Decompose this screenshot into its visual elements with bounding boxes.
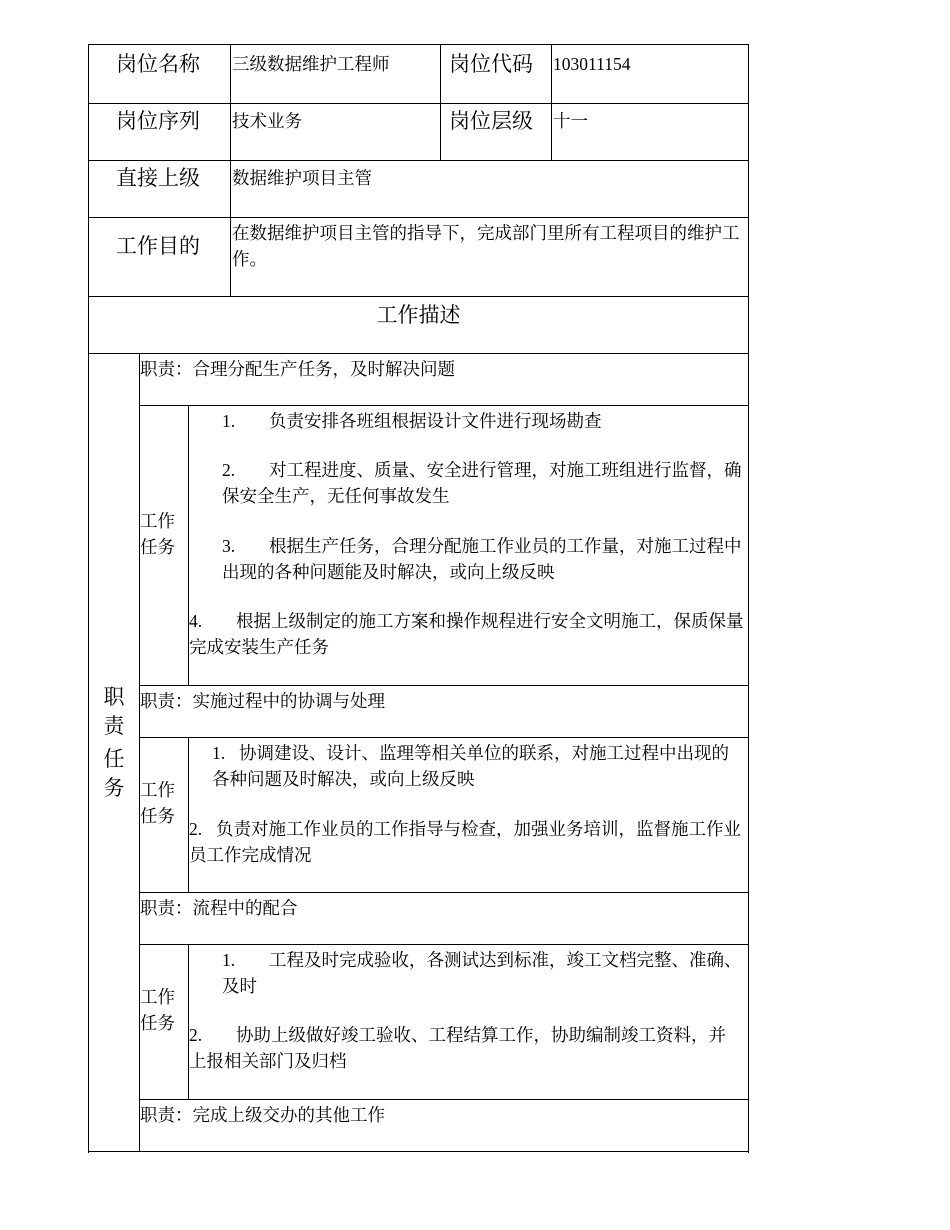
list-item-number: 4. <box>189 611 203 631</box>
list-item-number: 2. <box>189 1025 203 1045</box>
duty-title: 职责：完成上级交办的其他工作 <box>140 1105 385 1125</box>
list-item <box>222 947 742 999</box>
list-item-number: 1. <box>222 950 236 970</box>
row-divider <box>139 944 749 945</box>
list-item <box>222 533 744 585</box>
row-divider <box>88 103 749 104</box>
row-divider <box>88 296 749 297</box>
list-item-number: 3. <box>222 536 236 556</box>
duties-label-char: 责 <box>103 714 125 738</box>
task-label <box>140 777 180 829</box>
duties-label-char: 任 <box>103 747 125 771</box>
position-name-label: 岗位名称 <box>116 52 200 76</box>
col-divider <box>551 44 552 161</box>
table-border-left <box>88 44 89 1153</box>
superior-value: 数据维护项目主管 <box>232 168 372 188</box>
list-item-text: 根据生产任务，合理分配施工作业员的工作量，对施工过程中出现的各种问题能及时解决，或向上级反映 <box>222 536 742 582</box>
task-label-line: 任务 <box>140 1013 175 1033</box>
list-item-number: 1. <box>222 411 236 431</box>
task-label-line: 工作 <box>140 511 175 531</box>
level-value: 十一 <box>553 111 588 131</box>
row-divider <box>139 405 749 406</box>
task-label <box>140 984 180 1036</box>
task-label-line: 工作 <box>140 780 175 800</box>
table-border-right <box>748 44 749 1153</box>
row-divider <box>88 353 749 354</box>
task-label-line: 任务 <box>140 806 175 826</box>
level-label: 岗位层级 <box>449 109 533 133</box>
superior-label: 直接上级 <box>116 166 200 190</box>
list-item-text: 协助上级做好竣工验收、工程结算工作，协助编制竣工资料，并上报相关部门及归档 <box>189 1025 726 1071</box>
col-divider <box>188 737 189 893</box>
duty-title: 职责：流程中的配合 <box>140 898 298 918</box>
table-border-bottom <box>88 1151 749 1152</box>
list-item <box>189 1022 739 1074</box>
row-divider <box>88 160 749 161</box>
list-item-text: 协调建设、设计、监理等相关单位的联系，对施工过程中出现的各种问题及时解决，或向上级反映 <box>212 743 729 789</box>
row-divider <box>139 737 749 738</box>
duties-label-char: 职 <box>103 685 125 709</box>
row-divider <box>139 892 749 893</box>
list-item <box>212 740 732 792</box>
list-item-text: 工程及时完成验收，各测试达到标准，竣工文档完整、准确、及时 <box>222 950 742 996</box>
task-label <box>140 508 180 560</box>
col-divider <box>230 44 231 297</box>
list-item <box>189 608 745 660</box>
position-name-value: 三级数据维护工程师 <box>232 54 390 74</box>
row-divider <box>139 1099 749 1100</box>
position-code-value: 103011154 <box>553 54 631 74</box>
table-border-top <box>88 44 749 45</box>
task-label-line: 任务 <box>140 537 175 557</box>
row-divider <box>88 217 749 218</box>
list-item-number: 2. <box>189 819 203 839</box>
col-divider <box>440 44 441 161</box>
sequence-label: 岗位序列 <box>116 109 200 133</box>
purpose-value: 在数据维护项目主管的指导下，完成部门里所有工程项目的维护工作。 <box>232 223 740 269</box>
list-item <box>222 457 744 509</box>
work-description-title: 工作描述 <box>376 303 461 327</box>
row-divider <box>139 685 749 686</box>
position-code-label: 岗位代码 <box>449 52 533 76</box>
list-item-text: 对工程进度、质量、安全进行管理，对施工班组进行监督，确保安全生产，无任何事故发生 <box>222 460 742 506</box>
list-item-text: 负责安排各班组根据设计文件进行现场勘查 <box>269 411 602 431</box>
purpose-label: 工作目的 <box>116 234 200 258</box>
duty-title: 职责：实施过程中的协调与处理 <box>140 691 385 711</box>
list-item-number: 1. <box>212 743 226 763</box>
list-item <box>222 408 742 434</box>
list-item-text: 根据上级制定的施工方案和操作规程进行安全文明施工，保质保量完成安装生产任务 <box>189 611 744 657</box>
list-item <box>189 816 745 868</box>
list-item-number: 2. <box>222 460 236 480</box>
list-item-text: 负责对施工作业员的工作指导与检查，加强业务培训，监督施工作业员工作完成情况 <box>189 819 741 865</box>
task-label-line: 工作 <box>140 987 175 1007</box>
duty-title: 职责：合理分配生产任务，及时解决问题 <box>140 359 455 379</box>
duties-label-char: 务 <box>103 776 125 800</box>
sequence-value: 技术业务 <box>232 111 302 131</box>
